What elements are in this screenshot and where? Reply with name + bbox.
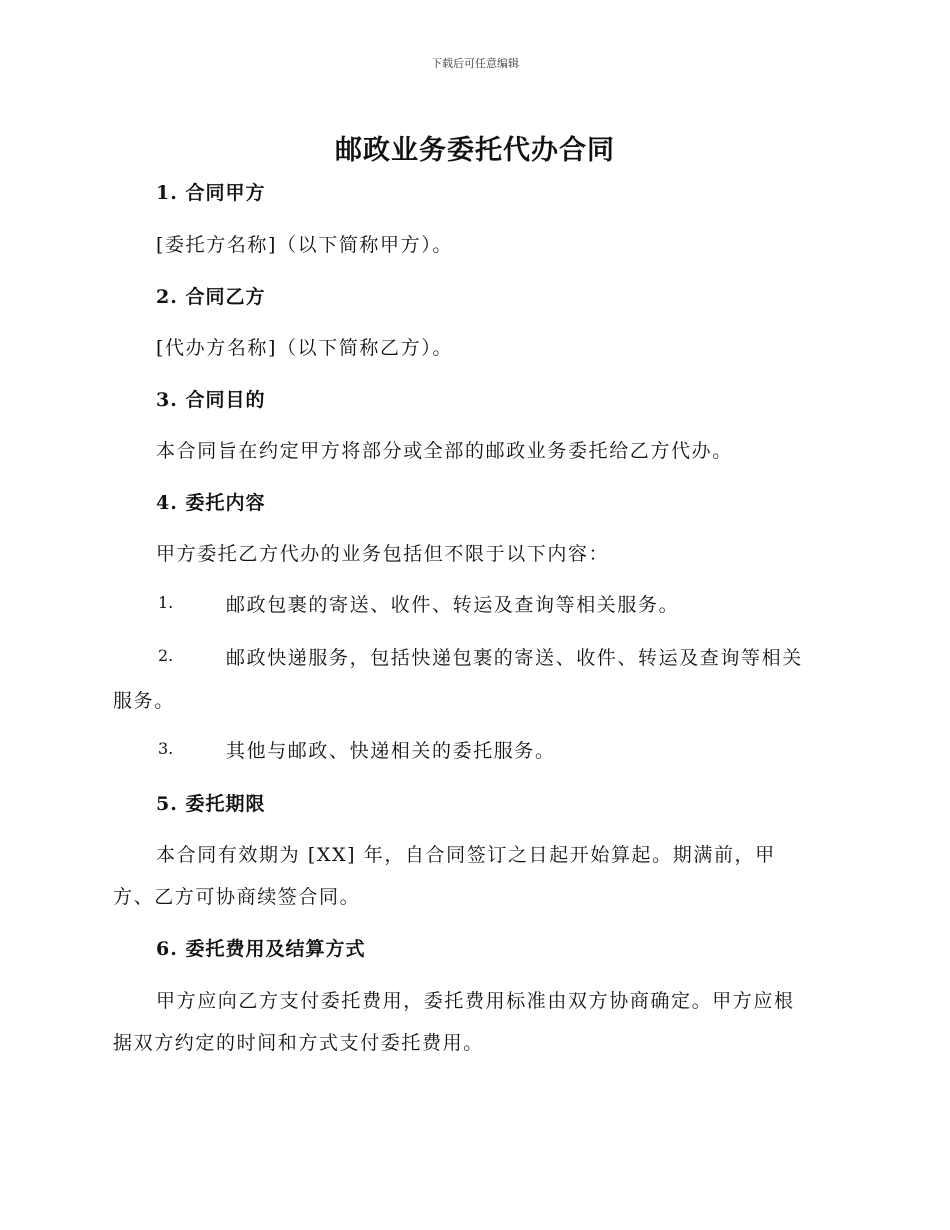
- section-body-5-line2: 方、乙方可协商续签合同。: [113, 886, 361, 908]
- list-item-number-1: 1.: [158, 593, 174, 612]
- page-header: 下载后可任意编辑: [431, 57, 519, 70]
- document-title: 邮政业务委托代办合同: [335, 135, 615, 166]
- section-body-5-line1: 本合同有效期为 [XX] 年，自合同签订之日起开始算起。期满前，甲: [156, 844, 776, 866]
- section-body-6-line2: 据双方约定的时间和方式支付委托费用。: [113, 1032, 484, 1054]
- list-item-text-2-line2: 服务。: [113, 690, 175, 712]
- list-item-number-2: 2.: [158, 646, 174, 665]
- section-body-2: [代办方名称]（以下简称乙方）。: [156, 337, 453, 359]
- section-heading-2: 2. 合同乙方: [156, 286, 266, 308]
- section-heading-1: 1. 合同甲方: [156, 182, 266, 204]
- section-heading-6: 6. 委托费用及结算方式: [156, 938, 366, 960]
- section-body-6-line1: 甲方应向乙方支付委托费用，委托费用标准由双方协商确定。甲方应根: [156, 990, 795, 1012]
- list-item-text-1: 邮政包裹的寄送、收件、转运及查询等相关服务。: [226, 594, 680, 616]
- section-heading-4: 4. 委托内容: [156, 492, 266, 514]
- section-body-4: 甲方委托乙方代办的业务包括但不限于以下内容：: [156, 543, 610, 565]
- section-body-3: 本合同旨在约定甲方将部分或全部的邮政业务委托给乙方代办。: [156, 440, 733, 462]
- section-heading-3: 3. 合同目的: [156, 389, 266, 411]
- list-item-number-3: 3.: [158, 739, 174, 758]
- section-body-1: [委托方名称]（以下简称甲方）。: [156, 234, 453, 256]
- list-item-text-3: 其他与邮政、快递相关的委托服务。: [226, 740, 556, 762]
- list-item-text-2-line1: 邮政快递服务，包括快递包裹的寄送、收件、转运及查询等相关: [226, 647, 803, 669]
- section-heading-5: 5. 委托期限: [156, 793, 266, 815]
